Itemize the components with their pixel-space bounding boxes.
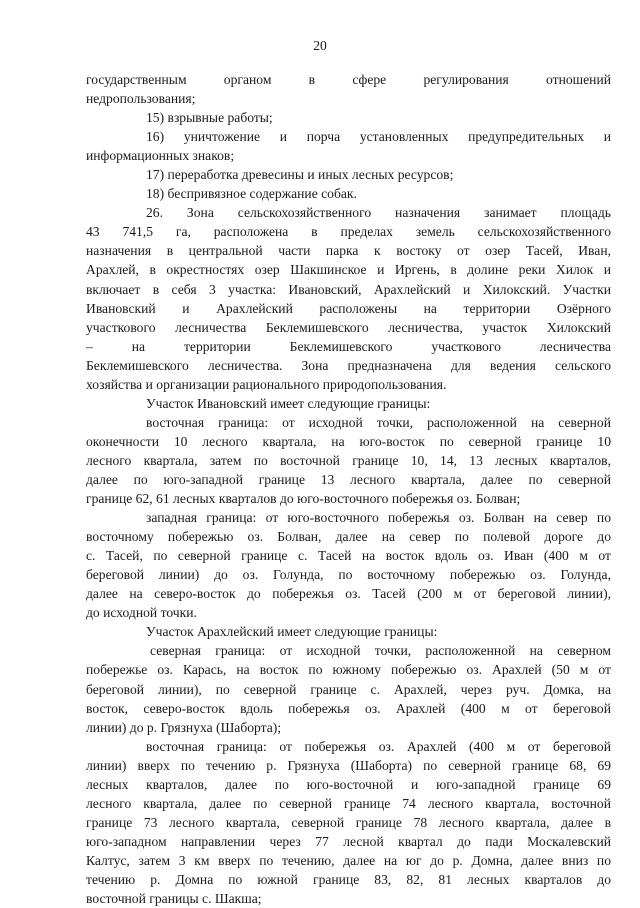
- text-line: побережье оз. Карась, на восток по южному побережью оз. Арахлей (50 м от: [86, 662, 611, 678]
- text-line: Калтус, затем 3 км вверх по течению, далее на юг до р. Домна, далее вниз по: [86, 852, 611, 868]
- text-line: Участок Ивановский имеет следующие границы:: [146, 395, 431, 411]
- text-line: далее по юго-западной границе 13 лесного квартала, далее по северной: [86, 471, 611, 487]
- text-line: восточному побережью оз. Болван, далее на север по полевой дороге до: [86, 529, 611, 545]
- text-line: хозяйства и организации рационального природопользования.: [86, 376, 447, 392]
- text-line: течению р. Домна по южной границе 83, 82, 81 лесных кварталов до: [86, 871, 611, 887]
- text-line: Ивановский и Арахлейский расположены на территории Озёрного: [86, 300, 611, 316]
- text-line: Участок Арахлейский имеет следующие границы:: [146, 624, 438, 640]
- text-line: государственным органом в сфере регулирования отношений: [86, 72, 611, 87]
- text-line: участкового лесничества Беклемишевского лесничества, участок Хилокский: [86, 319, 611, 335]
- text-line: береговой линии) до оз. Голунда, по восточному побережью оз. Голунда,: [86, 567, 611, 583]
- text-line: юго-западном направлении через 77 лесной квартал до пади Москалевский: [86, 833, 611, 849]
- text-line: 18) беспривязное содержание собак.: [146, 186, 357, 202]
- text-line: береговой линии), по северной границе с. Арахлей, через руч. Домка, на: [86, 681, 611, 697]
- text-line: лесного квартала, далее по северной границе 74 лесного квартала, восточной: [86, 795, 611, 811]
- text-line: Арахлей, в окрестностях озер Шакшинское и Иргень, в долине реки Хилок и: [86, 262, 611, 278]
- text-line: назначения в центральной части парка к востоку от озер Тасей, Иван,: [86, 243, 611, 259]
- text-line: восточная граница: от исходной точки, расположенной на северной: [146, 414, 611, 430]
- text-line: восточная граница: от побережья оз. Арахлей (400 м от береговой: [146, 738, 611, 754]
- document-body: [86, 70, 611, 908]
- text-line: восток, северо-восток вдоль побережья оз. Арахлей (400 м от береговой: [86, 700, 611, 716]
- text-line: недропользования;: [86, 91, 196, 107]
- text-line: включает в себя 3 участка: Ивановский, Арахлейский и Хилокский. Участки: [86, 281, 611, 297]
- text-line: Беклемишевского лесничества. Зона предназначена для ведения сельского: [86, 357, 611, 373]
- page-number: 20: [313, 38, 327, 53]
- text-line: 16) уничтожение и порча установленных предупредительных и: [146, 129, 611, 145]
- text-line: западная граница: от юго-восточного побережья оз. Болван на север по: [146, 510, 611, 526]
- text-line: 43 741,5 га, расположена в пределах земель сельскохозяйственного: [86, 224, 611, 240]
- text-line: восточной границы с. Шакша;: [86, 891, 262, 907]
- text-line: 15) взрывные работы;: [146, 110, 273, 126]
- text-line: границе 73 лесного квартала, северной границе 78 лесного квартала, далее в: [86, 814, 611, 830]
- text-line: оконечности 10 лесного квартала, на юго-восток по северной границе 10: [86, 433, 611, 449]
- text-line: далее на северо-восток до побережья оз. Тасей (200 м от береговой линии),: [86, 586, 611, 602]
- text-line: – на территории Беклемишевского участкового лесничества: [86, 338, 611, 354]
- text-line: северная граница: от исходной точки, расположенной на северном: [150, 643, 611, 659]
- text-line: линии) до р. Грязнуха (Шаборта);: [86, 719, 282, 735]
- text-line: 17) переработка древесины и иных лесных ресурсов;: [146, 167, 454, 183]
- text-line: 26. Зона сельскохозяйственного назначения занимает площадь: [146, 205, 611, 221]
- text-line: до исходной точки.: [86, 605, 197, 621]
- text-line: с. Тасей, по северной границе с. Тасей на восток вдоль оз. Иван (400 м от: [86, 548, 611, 564]
- text-line: лесного квартала, затем по восточной границе 10, 14, 13 лесных кварталов,: [86, 452, 611, 468]
- text-line: информационных знаков;: [86, 148, 235, 164]
- text-line: линии) вверх по течению р. Грязнуха (Шаборта) по северной границе 68, 69: [86, 757, 611, 773]
- text-line: границе 62, 61 лесных кварталов до юго-восточного побережья оз. Болван;: [86, 491, 521, 507]
- text-line: лесных кварталов, далее по юго-восточной и юго-западной границе 69: [86, 776, 611, 792]
